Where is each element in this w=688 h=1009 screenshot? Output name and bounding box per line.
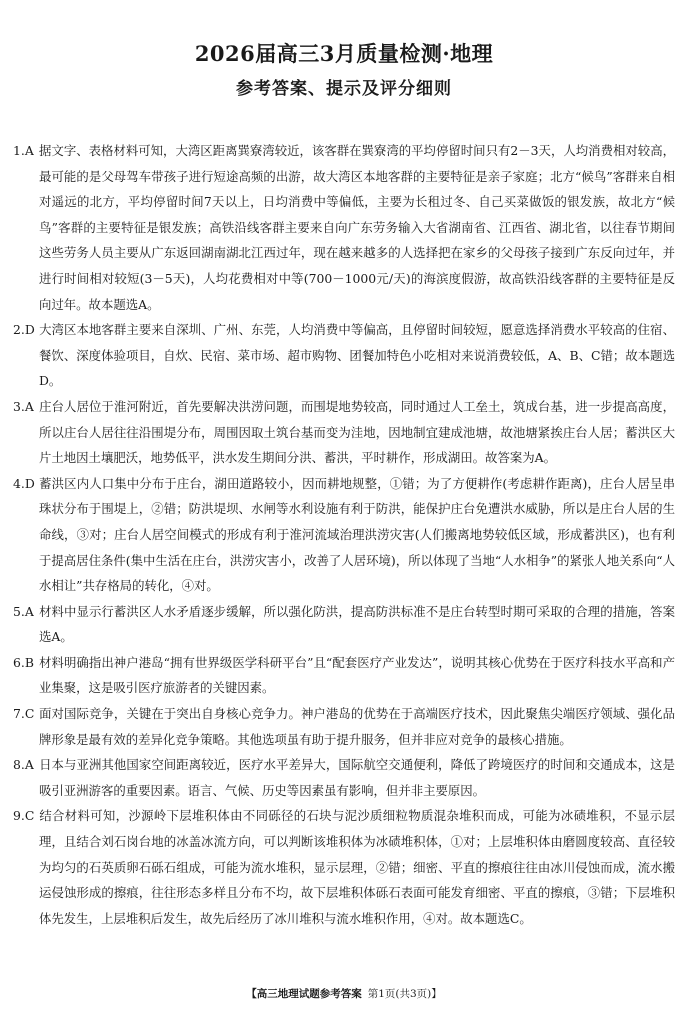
answer-number: 6.B [13,654,34,670]
answer-number: 3.A [13,398,34,414]
answer-number: 8.A [13,757,34,773]
answer-explanation: 蓄洪区内人口集中分布于庄台，湖田道路较小，因而耕地规整，①错；为了方便耕作(考虑耕作距离)，庄台人居呈串珠状分布于围堤上，②错；防洪堤坝、水闸等水利设施有利于防洪，能保护庄台免遭洪水威胁，所以是庄台人居的生命线，③对；庄台人居空间模式的形成有利于淮河流域治理洪涝灾害(人们搬离地势较低区域，形成蓄洪区)，也有利于提高居住条件(集中生活在庄台，洪涝灾害小，改善了人居环境)，所以体现了当地“人水相争”的紧张人地关系向“人水相让”共存格局的转化，④对。 [39,475,675,594]
answer-explanation: 大湾区本地客群主要来自深圳、广州、东莞，人均消费中等偏高，且停留时间较短，愿意选择消费水平较高的住宿、餐饮、深度体验项目，自炊、民宿、菜市场、超市购物、团餐加特色小吃相对来说消费较低，A、B、C错；故本题选D。 [39,322,675,389]
answer-number: 5.A [13,603,34,619]
answer-explanation: 据文字、表格材料可知，大湾区距离巽寮湾较近，该客群在巽寮湾的平均停留时间只有2－3天，人均消费相对较高，最可能的是父母驾车带孩子进行短途高频的出游，故大湾区本地客群的主要特征是亲子家庭；北方“候鸟”客群来自相对遥远的北方，平均停留时间7天以上，日均消费中等偏低，主要为长租过冬、自己买菜做饭的银发族，故北方“候鸟”客群的主要特征是银发族；高铁沿线客群主要来自向广东劳务输入大省湖南省、江西省、湖北省，以往春节期间这些劳务人员主要从广东返回湖南湖北江西过年，现在越来越多的人选择把在家乡的父母孩子接到广东反向过年，并进行时间相对较短(3－5天)，人均花费相对中等(700－1000元/天)的海滨度假游，故高铁沿线客群的主要特征是反向过年。故本题选A。 [39,143,675,312]
page-footer [0,986,688,1001]
answer-number: 9.C [13,808,35,824]
answer-item [13,599,675,650]
answer-item [13,138,675,317]
answer-number: 4.D [13,475,35,491]
answer-number: 7.C [13,706,35,722]
answer-item [13,752,675,803]
footer-label: 【高三地理试题参考答案 [246,988,362,1000]
answer-number: 1.A [13,143,34,158]
answer-explanation: 材料明确指出神户港岛“拥有世界级医学科研平台”且“配套医疗产业发达”，说明其核心优势在于医疗科技水平高和产业集聚，这是吸引医疗旅游者的关键因素。 [39,654,675,696]
answer-item [13,394,675,471]
page-number: 第1页(共3页)】 [367,988,442,1000]
answer-item [13,317,675,394]
answer-explanation: 日本与亚洲其他国家空间距离较近，医疗水平差异大，国际航空交通便利，降低了跨境医疗的时间和交通成本，这是吸引亚洲游客的重要因素。语言、气候、历史等因素虽有影响，但并非主要原因。 [39,757,675,798]
answer-number: 2.D [13,322,35,338]
answer-list [13,138,675,931]
answer-item [13,471,675,599]
page-subtitle: 参考答案、提示及评分细则 [236,79,452,99]
answer-explanation: 结合材料可知，沙源岭下层堆积体由不同砾径的石块与泥沙质细粒物质混杂堆积而成，可能为冰碛堆积，不显示层理，且结合刘石岗台地的冰盖冰流方向，可以判断该堆积体为冰碛堆积体，①对；上层堆积体由磨圆度较高、直径较为均匀的石英质卵石砾石组成，可能为流水堆积，显示层理，②错；细密、平直的擦痕往往由冰川侵蚀而成，流水搬运侵蚀形成的擦痕，往往形态多样且分布不均，故下层堆积体砾石表面可能发育细密、平直的擦痕，③错；下层堆积体先发生，上层堆积后发生，故先后经历了冰川堆积与流水堆积作用，④对。故本题选C。 [39,808,675,926]
answer-explanation: 庄台人居位于淮河附近，首先要解决洪涝问题，而围堤地势较高，同时通过人工垒土，筑成台基，进一步提高高度，所以庄台人居往往沿围堤分布，周围因取土筑台基而变为洼地，因地制宜建成池塘，故池塘紧挨庄台人居；蓄洪区大片土地因土壤肥沃，地势低平，洪水发生期间分洪、蓄洪，平时耕作，形成湖田。故答案为A。 [39,398,675,466]
answer-explanation: 面对国际竞争，关键在于突出自身核心竞争力。神户港岛的优势在于高端医疗技术，因此聚焦尖端医疗领域、强化品牌形象是最有效的差异化竞争策略。其他选项虽有助于提升服务，但并非应对竞争的最核心措施。 [39,706,675,747]
answer-explanation: 材料中显示行蓄洪区人水矛盾逐步缓解，所以强化防洪，提高防洪标准不是庄台转型时期可采取的合理的措施，答案选A。 [39,603,675,645]
answer-item [13,803,675,931]
answer-item [13,701,675,752]
page-title: 2026届高三3月质量检测·地理 [194,41,494,66]
answer-item [13,650,675,701]
